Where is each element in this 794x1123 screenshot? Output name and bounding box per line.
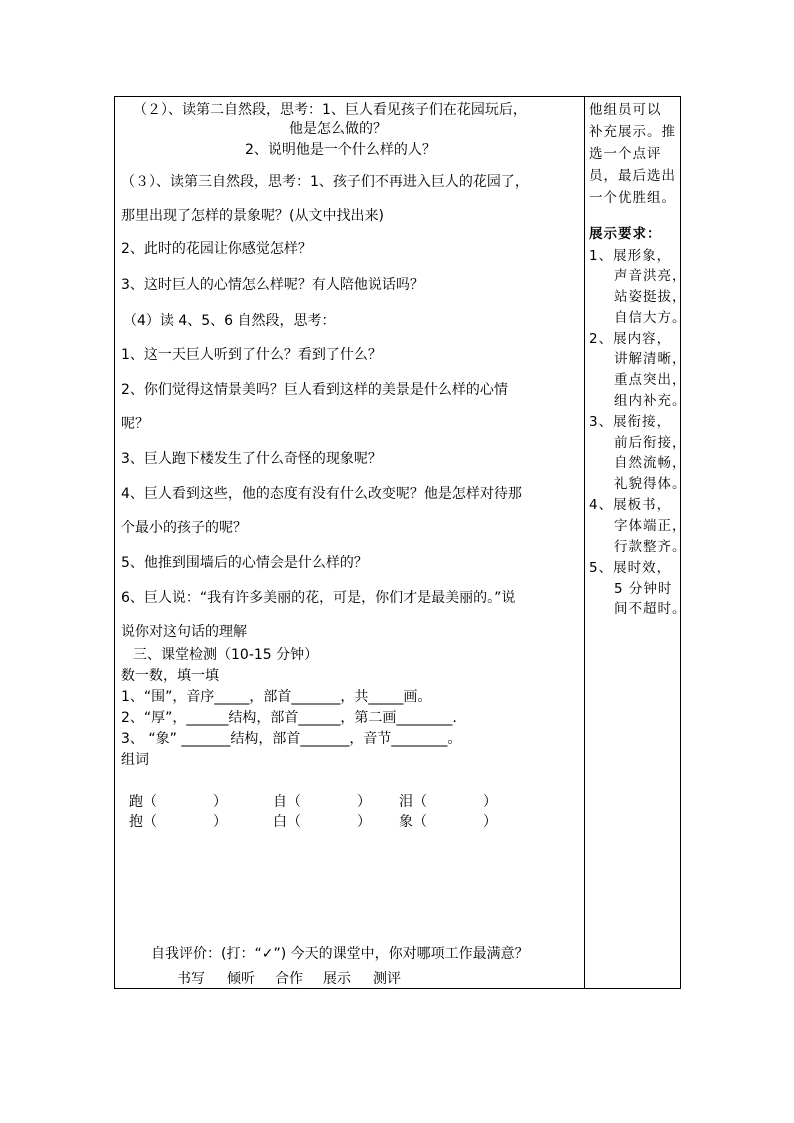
q4-item2-line1: 2、你们觉得这情景美吗？巨人看到这样的美景是什么样的心情 [121, 382, 508, 398]
count-heading: 数一数，填一填 [121, 668, 219, 684]
req1-line2: 声音洪亮， [614, 268, 687, 284]
req1-line4: 自信大方。 [614, 310, 687, 326]
lesson-table [114, 96, 687, 989]
option-test: 测评 [373, 971, 401, 987]
side-line5: 一个优胜组。 [589, 190, 676, 206]
req3-line1: 3、展衔接， [589, 414, 672, 430]
q4-heading: （4）读 4、5、6 自然段，思考： [123, 313, 336, 329]
self-evaluation: 自我评价：(打：“✓”) 今天的课堂中，你对哪项工作最满意？ [151, 946, 529, 962]
req1-line1: 1、展形象， [589, 248, 672, 264]
q4-item6-line2: 说你对这句话的理解 [121, 624, 247, 640]
word-lei: 泪（ ） [399, 794, 497, 810]
q4-item4-line2: 个最小的孩子的呢？ [121, 520, 247, 536]
req5-line2: 5 分钟时 [614, 581, 673, 597]
fill-line3: 3、 “象” _______结构，部首_______，音节________。 [121, 731, 462, 747]
q4-item5: 5、他推到围墙后的心情会是什么样的？ [121, 555, 368, 571]
req5-line1: 5、展时效， [589, 560, 672, 576]
main-column [115, 97, 584, 988]
q4-item2-line2: 呢？ [121, 416, 149, 432]
side-line3: 选一个点评 [589, 146, 662, 162]
option-presentation: 展示 [323, 971, 351, 987]
q4-item4-line1: 4、巨人看到这些，他的态度有没有什么改变呢？他是怎样对待那 [121, 486, 522, 502]
req3-line2: 前后衔接， [614, 435, 687, 451]
option-writing: 书写 [177, 971, 205, 987]
req2-line3: 重点突出， [614, 372, 687, 388]
word-zi: 自（ ） [273, 794, 371, 810]
req2-line2: 讲解清晰， [614, 351, 687, 367]
test-heading: 三、课堂检测（10-15 分钟） [133, 647, 319, 663]
q2-line3: 2、说明他是一个什么样的人？ [245, 142, 436, 158]
req3-line3: 自然流畅， [614, 455, 687, 471]
word-bai: 白（ ） [273, 814, 371, 830]
requirements-title: 展示要求： [589, 226, 662, 242]
words-heading: 组词 [121, 752, 149, 768]
option-listening: 倾听 [227, 971, 255, 987]
side-line1: 他组员可以 [589, 102, 662, 118]
q4-item3: 3、巨人跑下楼发生了什么奇怪的现象呢？ [121, 451, 382, 467]
req2-line1: 2、展内容， [589, 331, 672, 347]
column-divider [584, 97, 585, 988]
option-cooperation: 合作 [275, 971, 303, 987]
q4-item1: 1、这一天巨人听到了什么？看到了什么？ [121, 347, 382, 363]
req2-line4: 组内补充。 [614, 393, 687, 409]
q3-item3: 3、这时巨人的心情怎么样呢？有人陪他说话吗？ [121, 277, 424, 293]
req1-line3: 站姿挺拔， [614, 289, 687, 305]
word-xiang: 象（ ） [399, 814, 497, 830]
req4-line1: 4、展板书， [589, 497, 672, 513]
req3-line4: 礼貌得体。 [614, 476, 687, 492]
word-pao: 跑（ ） [129, 794, 227, 810]
q3-line2: 那里出现了怎样的景象呢？(从文中找出来) [121, 208, 384, 224]
side-line4: 员，最后选出 [589, 168, 676, 184]
req5-line3: 间不超时。 [614, 601, 687, 617]
side-line2: 补充展示。推 [589, 124, 676, 140]
req4-line2: 字体端正， [614, 518, 687, 534]
q3-line1: （３）、读第三自然段，思考：1、孩子们不再进入巨人的花园了， [121, 174, 529, 190]
req4-line3: 行款整齐。 [614, 539, 687, 555]
q3-item2: 2、此时的花园让你感觉怎样？ [121, 241, 312, 257]
fill-line1: 1、“围”，音序_____，部首_______，共_____画。 [121, 689, 432, 705]
fill-line2: 2、“厚”，______结构，部首______，第二画________. [121, 710, 457, 726]
q4-item6-line1: 6、巨人说：“我有许多美丽的花，可是，你们才是最美丽的。”说 [121, 590, 516, 606]
q2-line1: （２）、读第二自然段，思考：1、巨人看见孩子们在花园玩后， [133, 102, 527, 118]
q2-line2: 他是怎么做的？ [289, 121, 387, 137]
word-bao: 抱（ ） [129, 814, 227, 830]
